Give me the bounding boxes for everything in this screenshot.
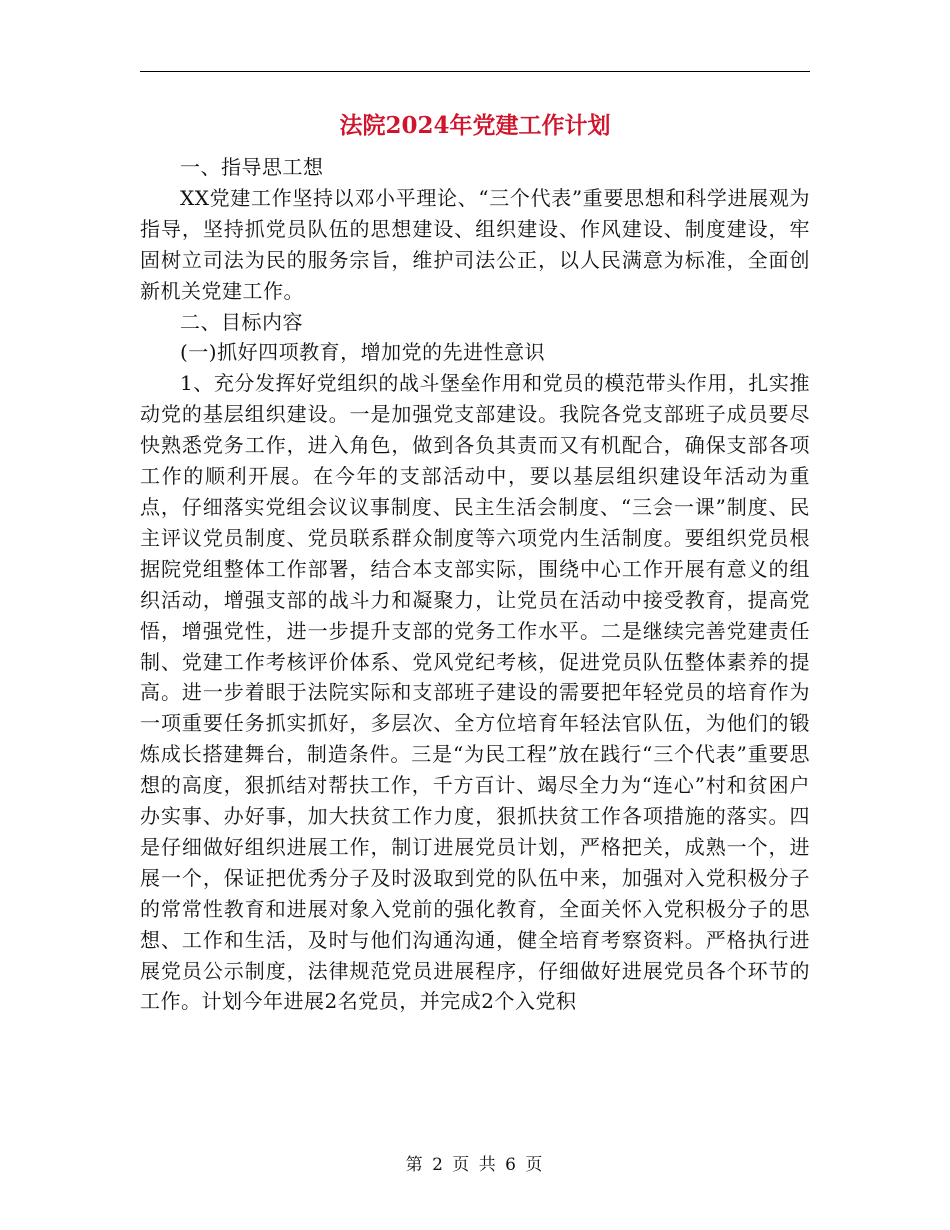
section-heading-guiding-ideology: 一、指导思工想: [180, 155, 324, 179]
document-title: 法院2024年党建工作计划: [339, 112, 611, 139]
subsection-heading-four-educations: (一)抓好四项教育，增加党的先进性意识: [180, 340, 546, 365]
document-body: [140, 152, 810, 1017]
section-heading-target-content: 二、目标内容: [180, 309, 303, 334]
page-footer: 第 2 页 共 6 页: [405, 1155, 545, 1175]
paragraph-item-1: 1、充分发挥好党组织的战斗堡垒作用和党员的模范带头作用，扎实推动党的基层组织建设。一是加强党支部建设。我院各党支部班子成员要尽快熟悉党务工作，进入角色，做到各负其责而又有机配合，确保支部各项工作的顺利开展。在今年的支部活动中，要以基层组织建设年活动为重点，仔细落实党组会议议事制度、民主生活会制度、“三会一课”制度、民主评议党员制度、党员联系群众制度等六项党内生活制度。要组织党员根据院党组整体工作部署，结合本支部实际，围绕中心工作开展有意义的组织活动，增强支部的战斗力和凝聚力，让党员在活动中接受教育，提高党悟，增强党性，进一步提升支部的党务工作水平。二是继续完善党建责任制、党建工作考核评价体系、党风党纪考核，促进党员队伍整体素养的提高。进一步着眼于法院实际和支部班子建设的需要把年轻党员的培育作为一项重要任务抓实抓好，多层次、全方位培育年轻法官队伍，为他们的锻炼成长搭建舞台，制造条件。三是“为民工程”放在践行“三个代表”重要思想的高度，狠抓结对帮扶工作，千方百计、竭尽全力为“连心”村和贫困户办实事、办好事，加大扶贫工作力度，狠抓扶贫工作各项措施的落实。四是仔细做好组织进展工作，制订进展党员计划，严格把关，成熟一个，进展一个，保证把优秀分子及时汲取到党的队伍中来，加强对入党积极分子的常常性教育和进展对象入党前的强化教育，全面关怀入党积极分子的思想、工作和生活，及时与他们沟通沟通，健全培育考察资料。严格执行进展党员公示制度，法律规范党员进展程序，仔细做好进展党员各个环节的工作。计划今年进展2名党员，并完成2个入党积: [140, 371, 810, 1014]
paragraph-guiding-ideology: XX党建工作坚持以邓小平理论、“三个代表”重要思想和科学进展观为指导，坚持抓党员队伍的思想建设、组织建设、作风建设、制度建设，牢固树立司法为民的服务宗旨，维护司法公正，以人民满意为标准，全面创新机关党建工作。: [140, 185, 810, 303]
header-rule: [140, 71, 810, 72]
